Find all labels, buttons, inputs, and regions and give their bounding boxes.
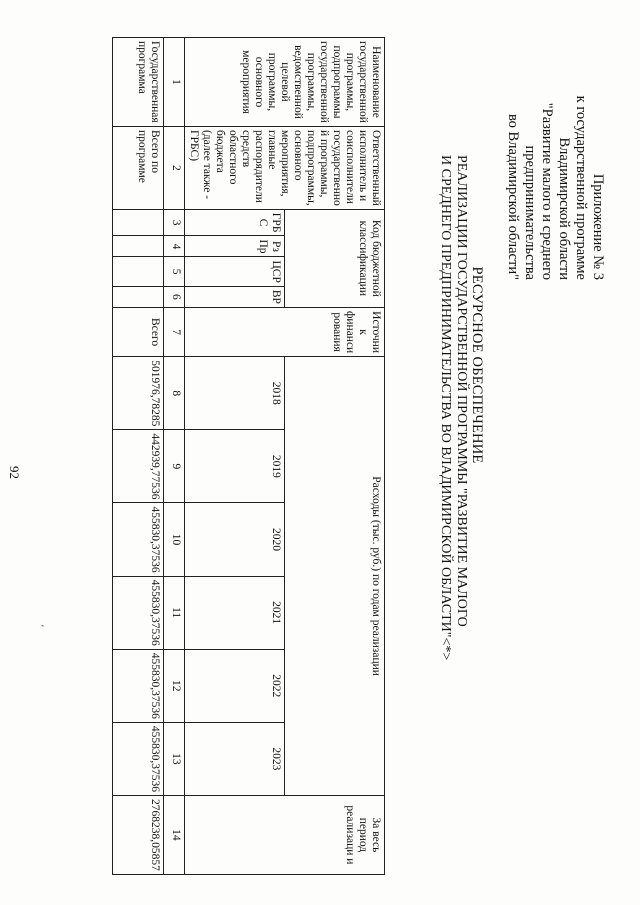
header-year: 2018 [185,357,285,430]
header-total-period: За весь период реализаци и [185,795,385,874]
header-year: 2020 [185,503,285,576]
row-rzpr [113,236,164,257]
column-number: 4 [164,236,185,257]
row-total: 2768238,05857 [113,795,164,874]
row-source: Всего [113,307,164,356]
row-value: 455830,37536 [113,722,164,795]
column-number: 11 [164,576,185,649]
column-number: 3 [164,209,185,236]
table-row [113,38,164,875]
column-number: 5 [164,257,185,286]
heading-line-1: РЕСУРСНОЕ ОБЕСПЕЧЕНИЕ [469,266,485,464]
header-year: 2023 [185,722,285,795]
header-responsible: Ответственный исполнитель и соисполнители государственно й программы, подпрограммы, основного мероприятия, главные распорядители средств областного бюджета (далее также - ГРБС) [185,126,385,209]
column-number: 14 [164,795,185,874]
header-year: 2022 [185,649,285,722]
table-header-row [285,38,385,875]
column-number-row [164,38,185,875]
column-number: 2 [164,126,185,209]
header-csr: ЦСР [185,257,285,286]
resource-table [112,37,385,875]
appendix-line: "Развитие малого и среднего [539,102,555,280]
appendix-line: Владимирской области [556,137,572,280]
row-value: 455830,37536 [113,503,164,576]
heading-line-2: РЕАЛИЗАЦИИ ГОСУДАРСТВЕННОЙ ПРОГРАММЫ "РАЗВИТИЕ МАЛОГО [454,155,469,627]
column-number: 9 [164,430,185,503]
header-rzpr: Рз Пр [185,236,285,257]
column-number: 13 [164,722,185,795]
appendix-line: Приложение № 3 [590,173,606,280]
row-csr [113,257,164,286]
appendix-block [504,30,606,280]
column-number: 10 [164,503,185,576]
document-heading [437,155,485,661]
column-number: 7 [164,307,185,356]
header-name: Наименование государственной программы, подпрограммы государственной программы, ведомственной целевой программы, основного мероприятия [185,38,385,127]
appendix-line: во Владимирской области" [505,113,521,280]
header-expenses: Расходы (тыс. руб.) по годам реализации [285,357,385,796]
row-responsible: Всего по программе [113,126,164,209]
header-source: Источни к финанси рования [185,307,385,356]
appendix-line: к государственной программе [573,95,589,280]
heading-line-3: И СРЕДНЕГО ПРЕДПРИНИМАТЕЛЬСТВА ВО ВЛАДИМИРСКОЙ ОБЛАСТИ"<*> [438,155,453,661]
row-grbs [113,209,164,236]
header-year: 2019 [185,430,285,503]
row-value: 442939,77536 [113,430,164,503]
column-number: 8 [164,357,185,430]
appendix-line: предпринимательства [522,145,538,280]
row-value: 455830,37536 [113,649,164,722]
header-vr: ВР [185,286,285,307]
row-name: Государственная программа [113,38,164,127]
header-grbs: ГРБ С [185,209,285,236]
column-number: 6 [164,286,185,307]
page-number: 92 [7,466,22,479]
row-value: 501976,78285 [113,357,164,430]
header-year: 2021 [185,576,285,649]
header-budget-code: Код бюджетной классификации [285,209,385,307]
row-vr [113,286,164,307]
column-number: 1 [164,38,185,127]
column-number: 12 [164,649,185,722]
row-value: 455830,37536 [113,576,164,649]
margin-mark: ‘ [34,624,46,628]
